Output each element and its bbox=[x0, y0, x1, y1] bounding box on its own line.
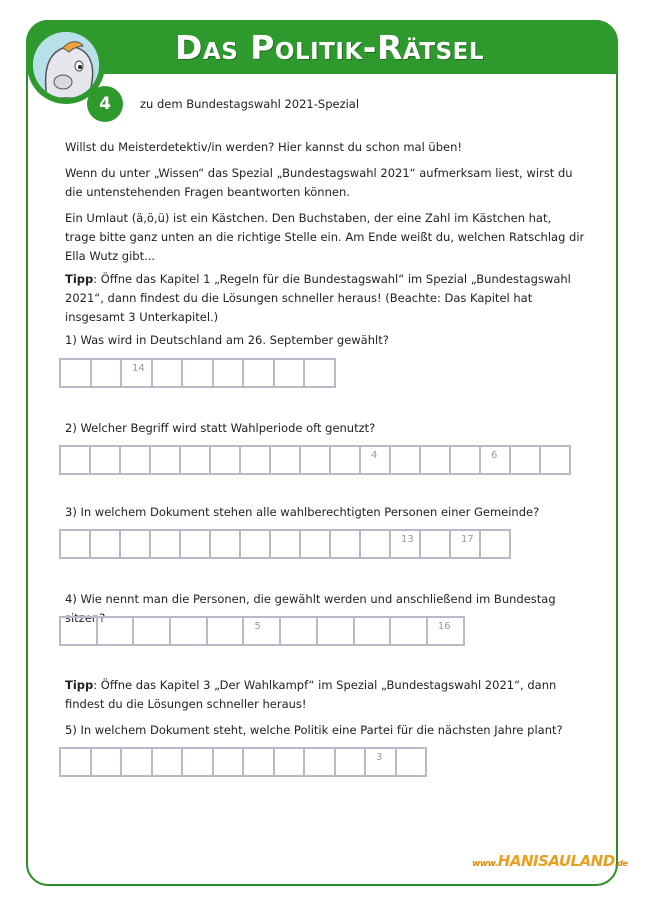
letter-index-number: 17 bbox=[461, 534, 474, 545]
answer-cell[interactable] bbox=[301, 447, 331, 473]
answer-cell[interactable] bbox=[98, 618, 135, 644]
answer-cell[interactable] bbox=[134, 618, 171, 644]
answer-cell[interactable] bbox=[428, 618, 465, 644]
answer-cell[interactable] bbox=[183, 749, 214, 775]
tip-2-label: Tipp bbox=[65, 678, 94, 692]
letter-index-number: 4 bbox=[371, 450, 378, 461]
answer-cell[interactable] bbox=[355, 618, 392, 644]
answer-cell[interactable] bbox=[91, 447, 121, 473]
pig-icon bbox=[33, 32, 99, 98]
answer-cell[interactable] bbox=[91, 531, 121, 557]
answer-cell[interactable] bbox=[171, 618, 208, 644]
subtitle: zu dem Bundestagswahl 2021-Spezial bbox=[140, 97, 360, 111]
question-3: 3) In welchem Dokument stehen alle wahlberechtigten Personen einer Gemeinde? bbox=[65, 505, 540, 519]
answer-cell[interactable] bbox=[151, 531, 181, 557]
answer-cell[interactable] bbox=[241, 531, 271, 557]
answer-cell[interactable] bbox=[271, 447, 301, 473]
answer-cell[interactable] bbox=[281, 618, 318, 644]
answer-cell[interactable] bbox=[275, 749, 306, 775]
answer-cell[interactable] bbox=[275, 360, 306, 386]
answer-cell[interactable] bbox=[421, 447, 451, 473]
answer-cell[interactable] bbox=[122, 749, 153, 775]
answer-cell[interactable] bbox=[92, 360, 123, 386]
letter-index-number: 13 bbox=[401, 534, 414, 545]
hanisauland-logo: www.HANISAULAND.de bbox=[472, 852, 628, 870]
answer-cell[interactable] bbox=[214, 749, 245, 775]
answer-cell[interactable] bbox=[181, 531, 211, 557]
letter-index-number: 5 bbox=[254, 621, 261, 632]
tip-2 bbox=[65, 676, 585, 714]
letter-index-number: 6 bbox=[491, 450, 498, 461]
answer-cell[interactable] bbox=[397, 749, 428, 775]
answer-cell[interactable] bbox=[61, 618, 98, 644]
answer-cell[interactable] bbox=[211, 531, 241, 557]
answer-cell[interactable] bbox=[305, 749, 336, 775]
intro-paragraph-1: Willst du Meisterdetektiv/in werden? Hier kannst du schon mal üben! bbox=[65, 140, 462, 154]
intro-paragraph-2: Wenn du unter „Wissen“ das Spezial „Bundestagswahl 2021“ aufmerksam liest, wirst du die untenstehenden Fragen beantworten können. bbox=[65, 166, 573, 199]
answer-cell[interactable] bbox=[151, 447, 181, 473]
answer-cell[interactable] bbox=[336, 749, 367, 775]
letter-index-number: 16 bbox=[437, 621, 451, 632]
answer-cell[interactable] bbox=[511, 447, 541, 473]
answer-cell[interactable] bbox=[92, 749, 123, 775]
answer-grid-4[interactable] bbox=[59, 616, 465, 646]
answer-grid-5[interactable] bbox=[59, 747, 427, 777]
answer-grid-2[interactable] bbox=[59, 445, 571, 475]
answer-cell[interactable] bbox=[61, 447, 91, 473]
answer-cell[interactable] bbox=[451, 447, 481, 473]
question-4: 4) Wie nennt man die Personen, die gewählt werden und anschließend im Bundestag sitzen? bbox=[65, 592, 556, 625]
answer-cell[interactable] bbox=[331, 531, 361, 557]
answer-cell[interactable] bbox=[61, 749, 92, 775]
answer-cell[interactable] bbox=[241, 447, 271, 473]
intro-paragraph-3: Ein Umlaut (ä,ö,ü) ist ein Kästchen. Den Buchstaben, der eine Zahl im Kästchen hat, trage bitte ganz unten an die richtige Stelle ein. Am Ende weißt du, welchen Ratschlag dir Ella Wutz gibt... bbox=[65, 211, 585, 263]
answer-cell[interactable] bbox=[481, 531, 511, 557]
answer-grid-3[interactable] bbox=[59, 529, 511, 559]
answer-cell[interactable] bbox=[183, 360, 214, 386]
question-1: 1) Was wird in Deutschland am 26. September gewählt? bbox=[65, 333, 389, 347]
answer-cell[interactable] bbox=[181, 447, 211, 473]
tip-1-text: : Öffne das Kapitel 1 „Regeln für die Bundestagswahl“ im Spezial „Bundestagswahl 2021“, dann findest du die Lösungen schneller heraus! (Beachte: Das Kapitel hat insgesamt 3 Unterkapitel.) bbox=[65, 272, 571, 324]
answer-cell[interactable] bbox=[244, 618, 281, 644]
page-title: Das Politik-Rätsel bbox=[175, 28, 485, 67]
answer-grid-1[interactable] bbox=[59, 358, 336, 388]
answer-cell[interactable] bbox=[244, 360, 275, 386]
answer-cell[interactable] bbox=[361, 531, 391, 557]
answer-cell[interactable] bbox=[211, 447, 241, 473]
answer-cell[interactable] bbox=[305, 360, 336, 386]
answer-cell[interactable] bbox=[541, 447, 571, 473]
tip-1-label: Tipp bbox=[65, 272, 94, 286]
number-badge: 4 bbox=[87, 86, 123, 122]
answer-cell[interactable] bbox=[244, 749, 275, 775]
answer-cell[interactable] bbox=[61, 360, 92, 386]
question-2: 2) Welcher Begriff wird statt Wahlperiode oft genutzt? bbox=[65, 421, 376, 435]
answer-cell[interactable] bbox=[153, 360, 184, 386]
answer-cell[interactable] bbox=[214, 360, 245, 386]
answer-cell[interactable] bbox=[331, 447, 361, 473]
answer-cell[interactable] bbox=[318, 618, 355, 644]
answer-cell[interactable] bbox=[481, 447, 511, 473]
letter-index-number: 14 bbox=[132, 363, 145, 374]
question-5: 5) In welchem Dokument steht, welche Politik eine Partei für die nächsten Jahre plant? bbox=[65, 723, 563, 737]
answer-cell[interactable] bbox=[421, 531, 451, 557]
answer-cell[interactable] bbox=[391, 531, 421, 557]
answer-cell[interactable] bbox=[361, 447, 391, 473]
tip-2-text: : Öffne das Kapitel 3 „Der Wahlkampf“ im Spezial „Bundestagswahl 2021“, dann findest du die Lösungen schneller heraus! bbox=[65, 678, 557, 711]
answer-cell[interactable] bbox=[121, 447, 151, 473]
answer-cell[interactable] bbox=[451, 531, 481, 557]
answer-cell[interactable] bbox=[153, 749, 184, 775]
answer-cell[interactable] bbox=[301, 531, 331, 557]
answer-cell[interactable] bbox=[366, 749, 397, 775]
letter-index-number: 3 bbox=[376, 752, 383, 763]
tip-1 bbox=[65, 270, 585, 327]
answer-cell[interactable] bbox=[391, 447, 421, 473]
answer-cell[interactable] bbox=[121, 531, 151, 557]
answer-cell[interactable] bbox=[208, 618, 245, 644]
answer-cell[interactable] bbox=[271, 531, 301, 557]
answer-cell[interactable] bbox=[122, 360, 153, 386]
answer-cell[interactable] bbox=[61, 531, 91, 557]
answer-cell[interactable] bbox=[391, 618, 428, 644]
